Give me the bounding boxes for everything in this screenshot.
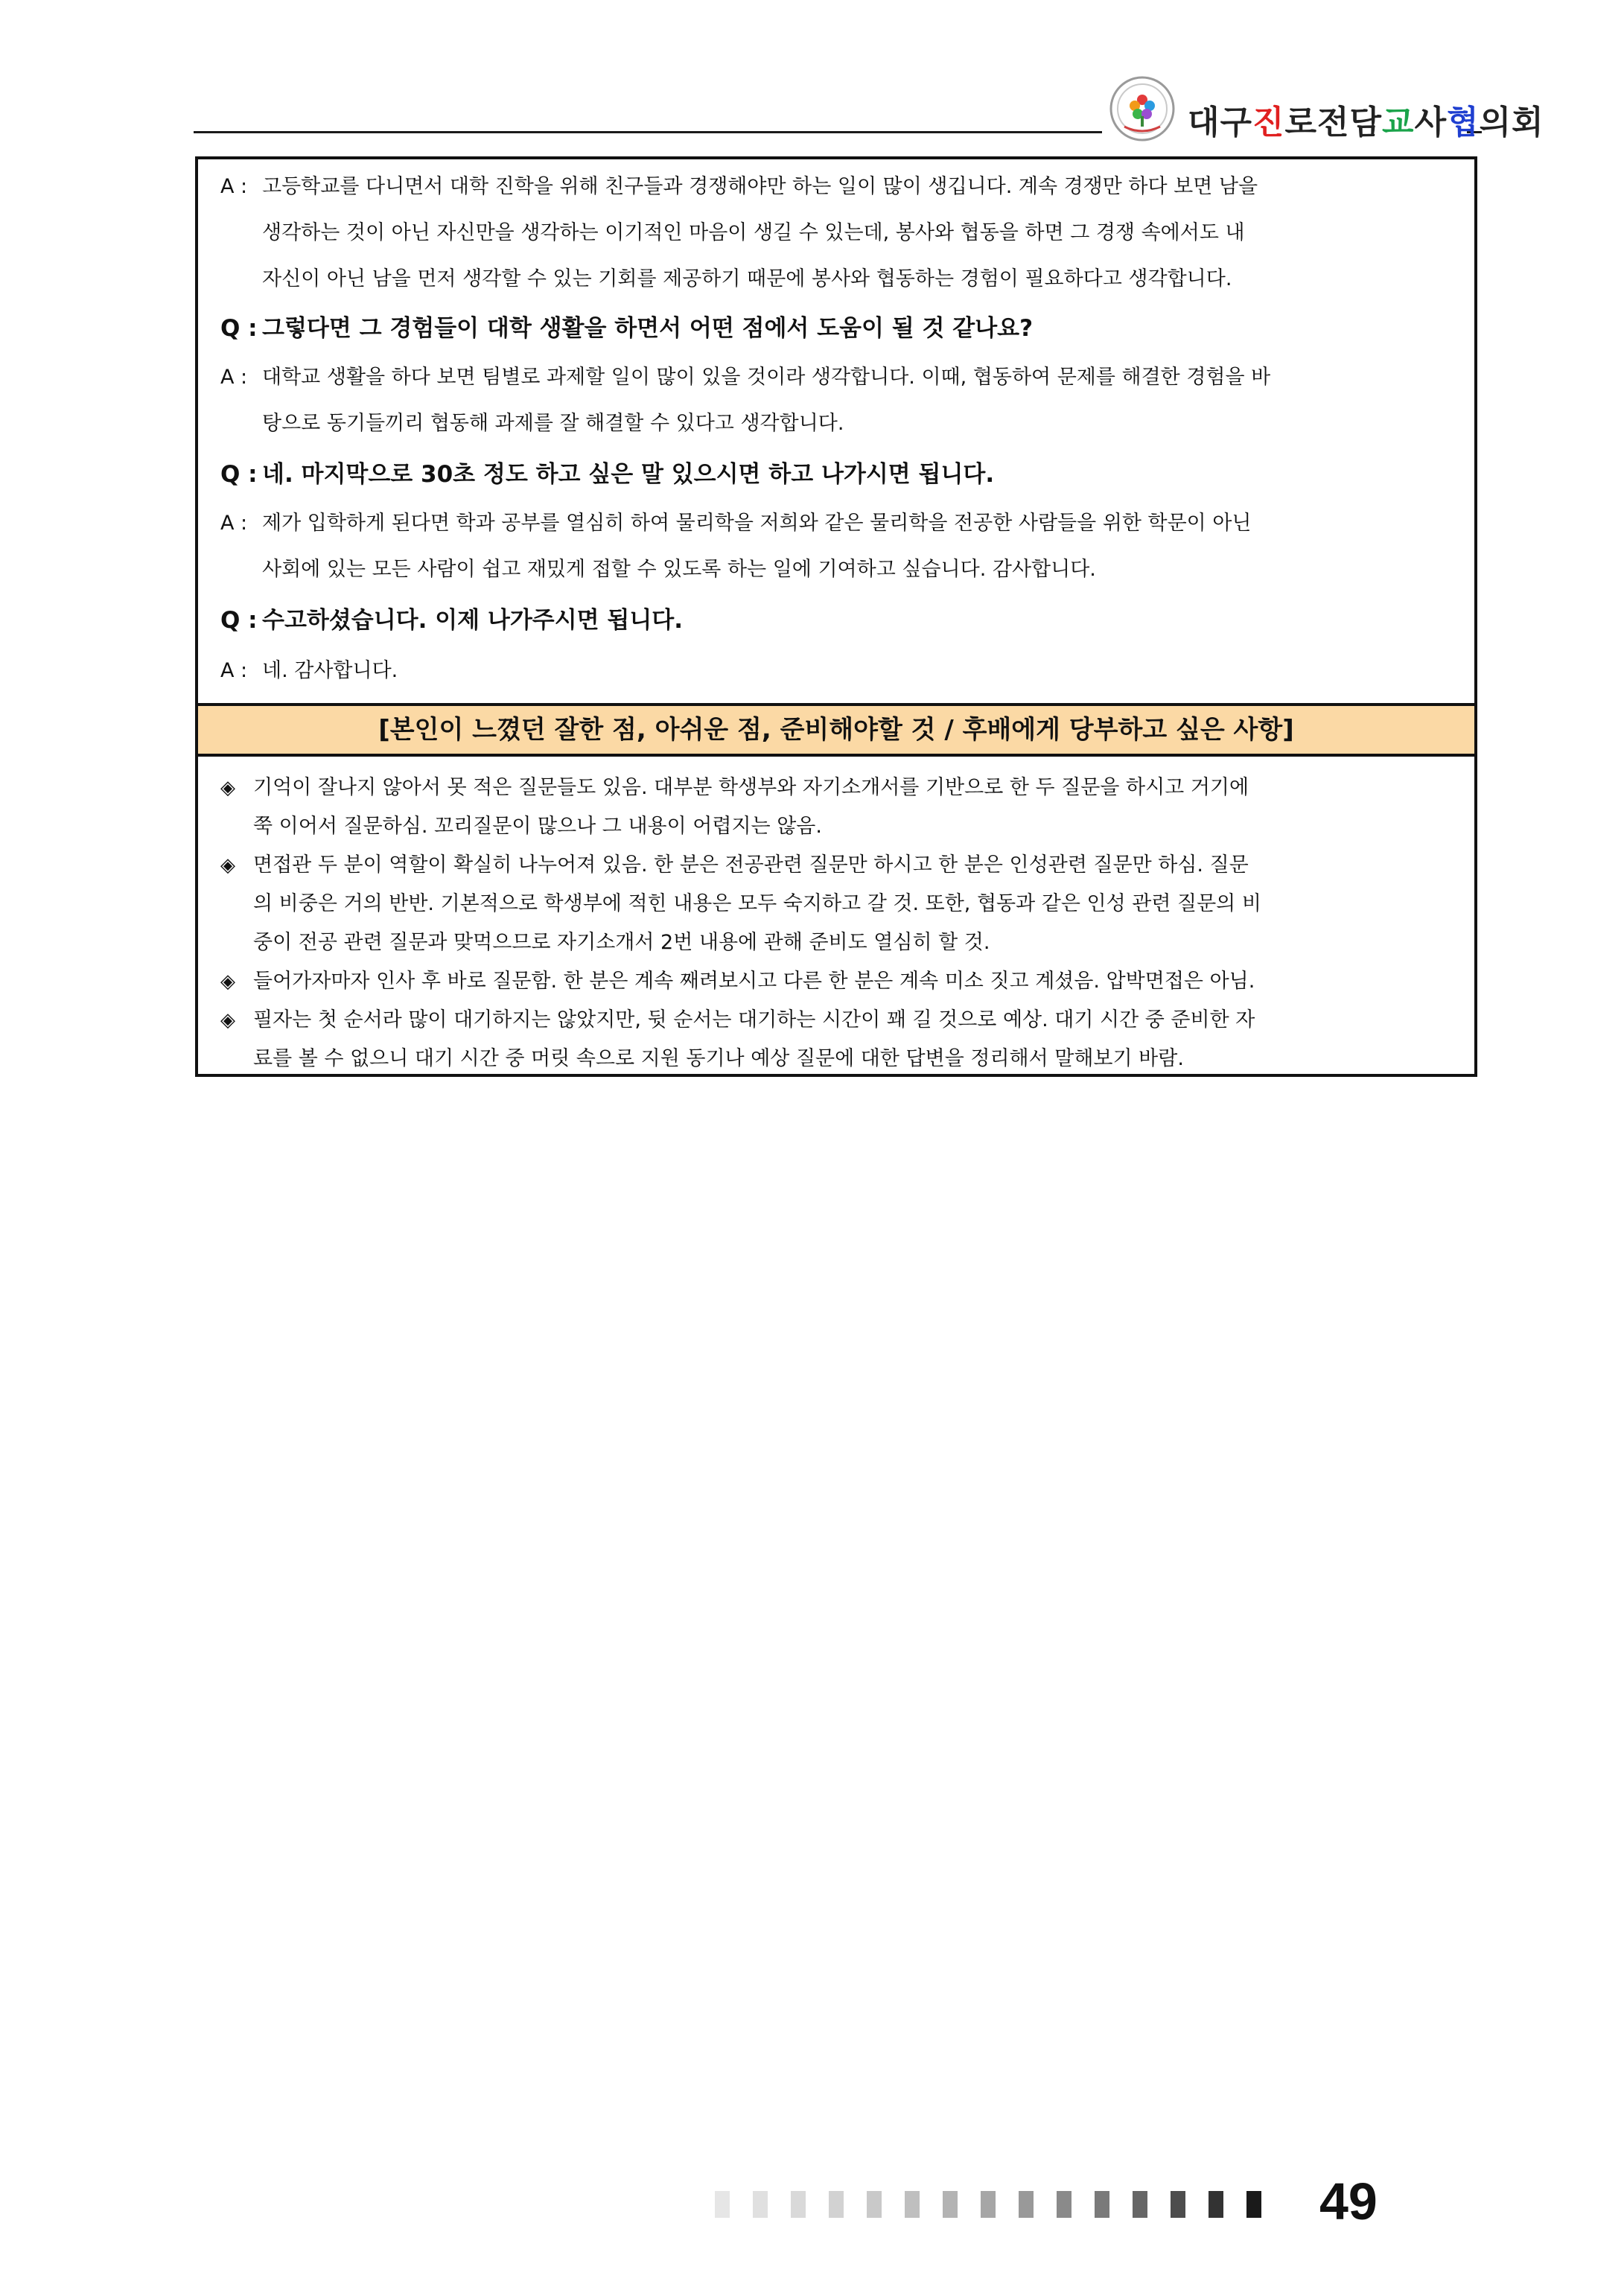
- diamond-bullet-icon: ◈: [220, 777, 235, 799]
- association-logo-icon: [1108, 74, 1176, 143]
- page-deco-square: [791, 2191, 806, 2218]
- tip-text: 필자는 첫 순서라 많이 대기하지는 않았지만, 뒷 순서는 대기하는 시간이 꽤 길 것으로 예상. 대기 시간 중 준비한 자: [253, 1008, 1255, 1031]
- question-row: [220, 597, 1449, 643]
- organization-name: [1188, 95, 1544, 143]
- answer-text: 탕으로 동기들끼리 협동해 과제를 잘 해결할 수 있다고 생각합니다.: [262, 412, 844, 435]
- tip-text: 료를 볼 수 없으니 대기 시간 중 머릿 속으로 지원 동기나 예상 질문에 대한 답변을 정리해서 말해보기 바람.: [253, 1047, 1184, 1070]
- question-text: 수고하셨습니다. 이제 나가주시면 됩니다.: [262, 607, 684, 634]
- org-part-2: 진: [1252, 104, 1285, 141]
- question-label: Q :: [220, 607, 258, 634]
- page-deco-square: [1246, 2191, 1261, 2218]
- answer-row: [220, 164, 1449, 210]
- question-row: [220, 451, 1449, 497]
- answer-row: [220, 648, 1449, 694]
- tip-text: 들어가자마자 인사 후 바로 질문함. 한 분은 계속 째려보시고 다른 한 분은 계속 미소 짓고 계셨음. 압박면접은 아님.: [253, 970, 1255, 993]
- question-row: [220, 305, 1449, 352]
- answer-text: 생각하는 것이 아닌 자신만을 생각하는 이기적인 마음이 생길 수 있는데, 봉사와 협동을 하면 그 경쟁 속에서도 내: [262, 221, 1245, 244]
- page-deco-square: [1171, 2191, 1185, 2218]
- tip-text: 의 비중은 거의 반반. 기본적으로 학생부에 적힌 내용은 모두 숙지하고 갈 것. 또한, 협동과 같은 인성 관련 질문의 비: [253, 892, 1261, 915]
- tip-text: 중이 전공 관련 질문과 맞먹으므로 자기소개서 2번 내용에 관해 준비도 열심히 할 것.: [253, 931, 990, 954]
- page-deco-square: [867, 2191, 882, 2218]
- tip-item: [220, 1001, 1255, 1040]
- answer-text: 네. 감사합니다.: [262, 659, 398, 682]
- tip-text: 기억이 잘나지 않아서 못 적은 질문들도 있음. 대부분 학생부와 자기소개서를 기반으로 한 두 질문을 하시고 거기에: [253, 776, 1249, 799]
- diamond-bullet-icon: ◈: [220, 1009, 235, 1031]
- header-rule: [194, 131, 1102, 133]
- page-deco-square: [1209, 2191, 1223, 2218]
- answer-label: A :: [220, 659, 248, 682]
- org-part-5: 사: [1414, 104, 1448, 141]
- answer-text: 사회에 있는 모든 사람이 쉽고 재밌게 접할 수 있도록 하는 일에 기여하고 싶습니다. 감사합니다.: [262, 558, 1096, 581]
- page-deco-square: [1019, 2191, 1034, 2218]
- answer-label: A :: [220, 512, 248, 535]
- page-number: 49: [1319, 2172, 1378, 2230]
- page-deco-square: [905, 2191, 920, 2218]
- answer-row: [220, 500, 1449, 547]
- question-label: Q :: [220, 315, 258, 342]
- diamond-bullet-icon: ◈: [220, 970, 235, 993]
- tip-text: 면접관 두 분이 역할이 확실히 나누어져 있음. 한 분은 전공관련 질문만 하시고 한 분은 인성관련 질문만 하심. 질문: [253, 853, 1249, 877]
- org-part-1: 대구: [1188, 104, 1253, 141]
- answer-label: A :: [220, 175, 248, 198]
- page-deco-square: [943, 2191, 958, 2218]
- answer-row: [220, 354, 1449, 401]
- answer-text: 자신이 아닌 남을 먼저 생각할 수 있는 기회를 제공하기 때문에 봉사와 협동하는 경험이 필요하다고 생각합니다.: [262, 267, 1232, 290]
- answer-label: A :: [220, 366, 248, 389]
- reflection-banner: [본인이 느꼈던 잘한 점, 아쉬운 점, 준비해야할 것 / 후배에게 당부하고 싶은 사항]: [198, 703, 1474, 757]
- answer-text: 고등학교를 다니면서 대학 진학을 위해 친구들과 경쟁해야만 하는 일이 많이 생깁니다. 계속 경쟁만 하다 보면 남을: [262, 175, 1258, 198]
- page-deco-square: [829, 2191, 844, 2218]
- answer-text: 제가 입학하게 된다면 학과 공부를 열심히 하여 물리학을 저희와 같은 물리학을 전공한 사람들을 위한 학문이 아닌: [262, 512, 1252, 535]
- page-deco-square: [753, 2191, 768, 2218]
- page-deco-square: [715, 2191, 730, 2218]
- tip-item: [220, 846, 1249, 885]
- answer-text: 대학교 생활을 하다 보면 팀별로 과제할 일이 많이 있을 것이라 생각합니다. 이때, 협동하여 문제를 해결한 경험을 바: [262, 366, 1271, 389]
- page-deco-square: [1133, 2191, 1147, 2218]
- question-text: 그렇다면 그 경험들이 대학 생활을 하면서 어떤 점에서 도움이 될 것 같나요?: [262, 315, 1034, 342]
- interview-box: [195, 156, 1477, 1077]
- tip-item: [220, 962, 1255, 1001]
- tip-item: [220, 769, 1249, 807]
- page-deco-square: [981, 2191, 996, 2218]
- tip-text: 쭉 이어서 질문하심. 꼬리질문이 많으나 그 내용이 어렵지는 않음.: [253, 815, 822, 838]
- org-part-7: 의회: [1479, 104, 1544, 141]
- org-part-6: 협: [1447, 104, 1480, 141]
- page-deco-square: [1095, 2191, 1109, 2218]
- page-deco-square: [1057, 2191, 1071, 2218]
- question-label: Q :: [220, 461, 258, 488]
- question-text: 네. 마지막으로 30초 정도 하고 싶은 말 있으시면 하고 나가시면 됩니다.: [262, 461, 995, 488]
- diamond-bullet-icon: ◈: [220, 854, 235, 877]
- org-part-3: 로전담: [1284, 104, 1383, 141]
- org-part-4: 교: [1382, 104, 1415, 141]
